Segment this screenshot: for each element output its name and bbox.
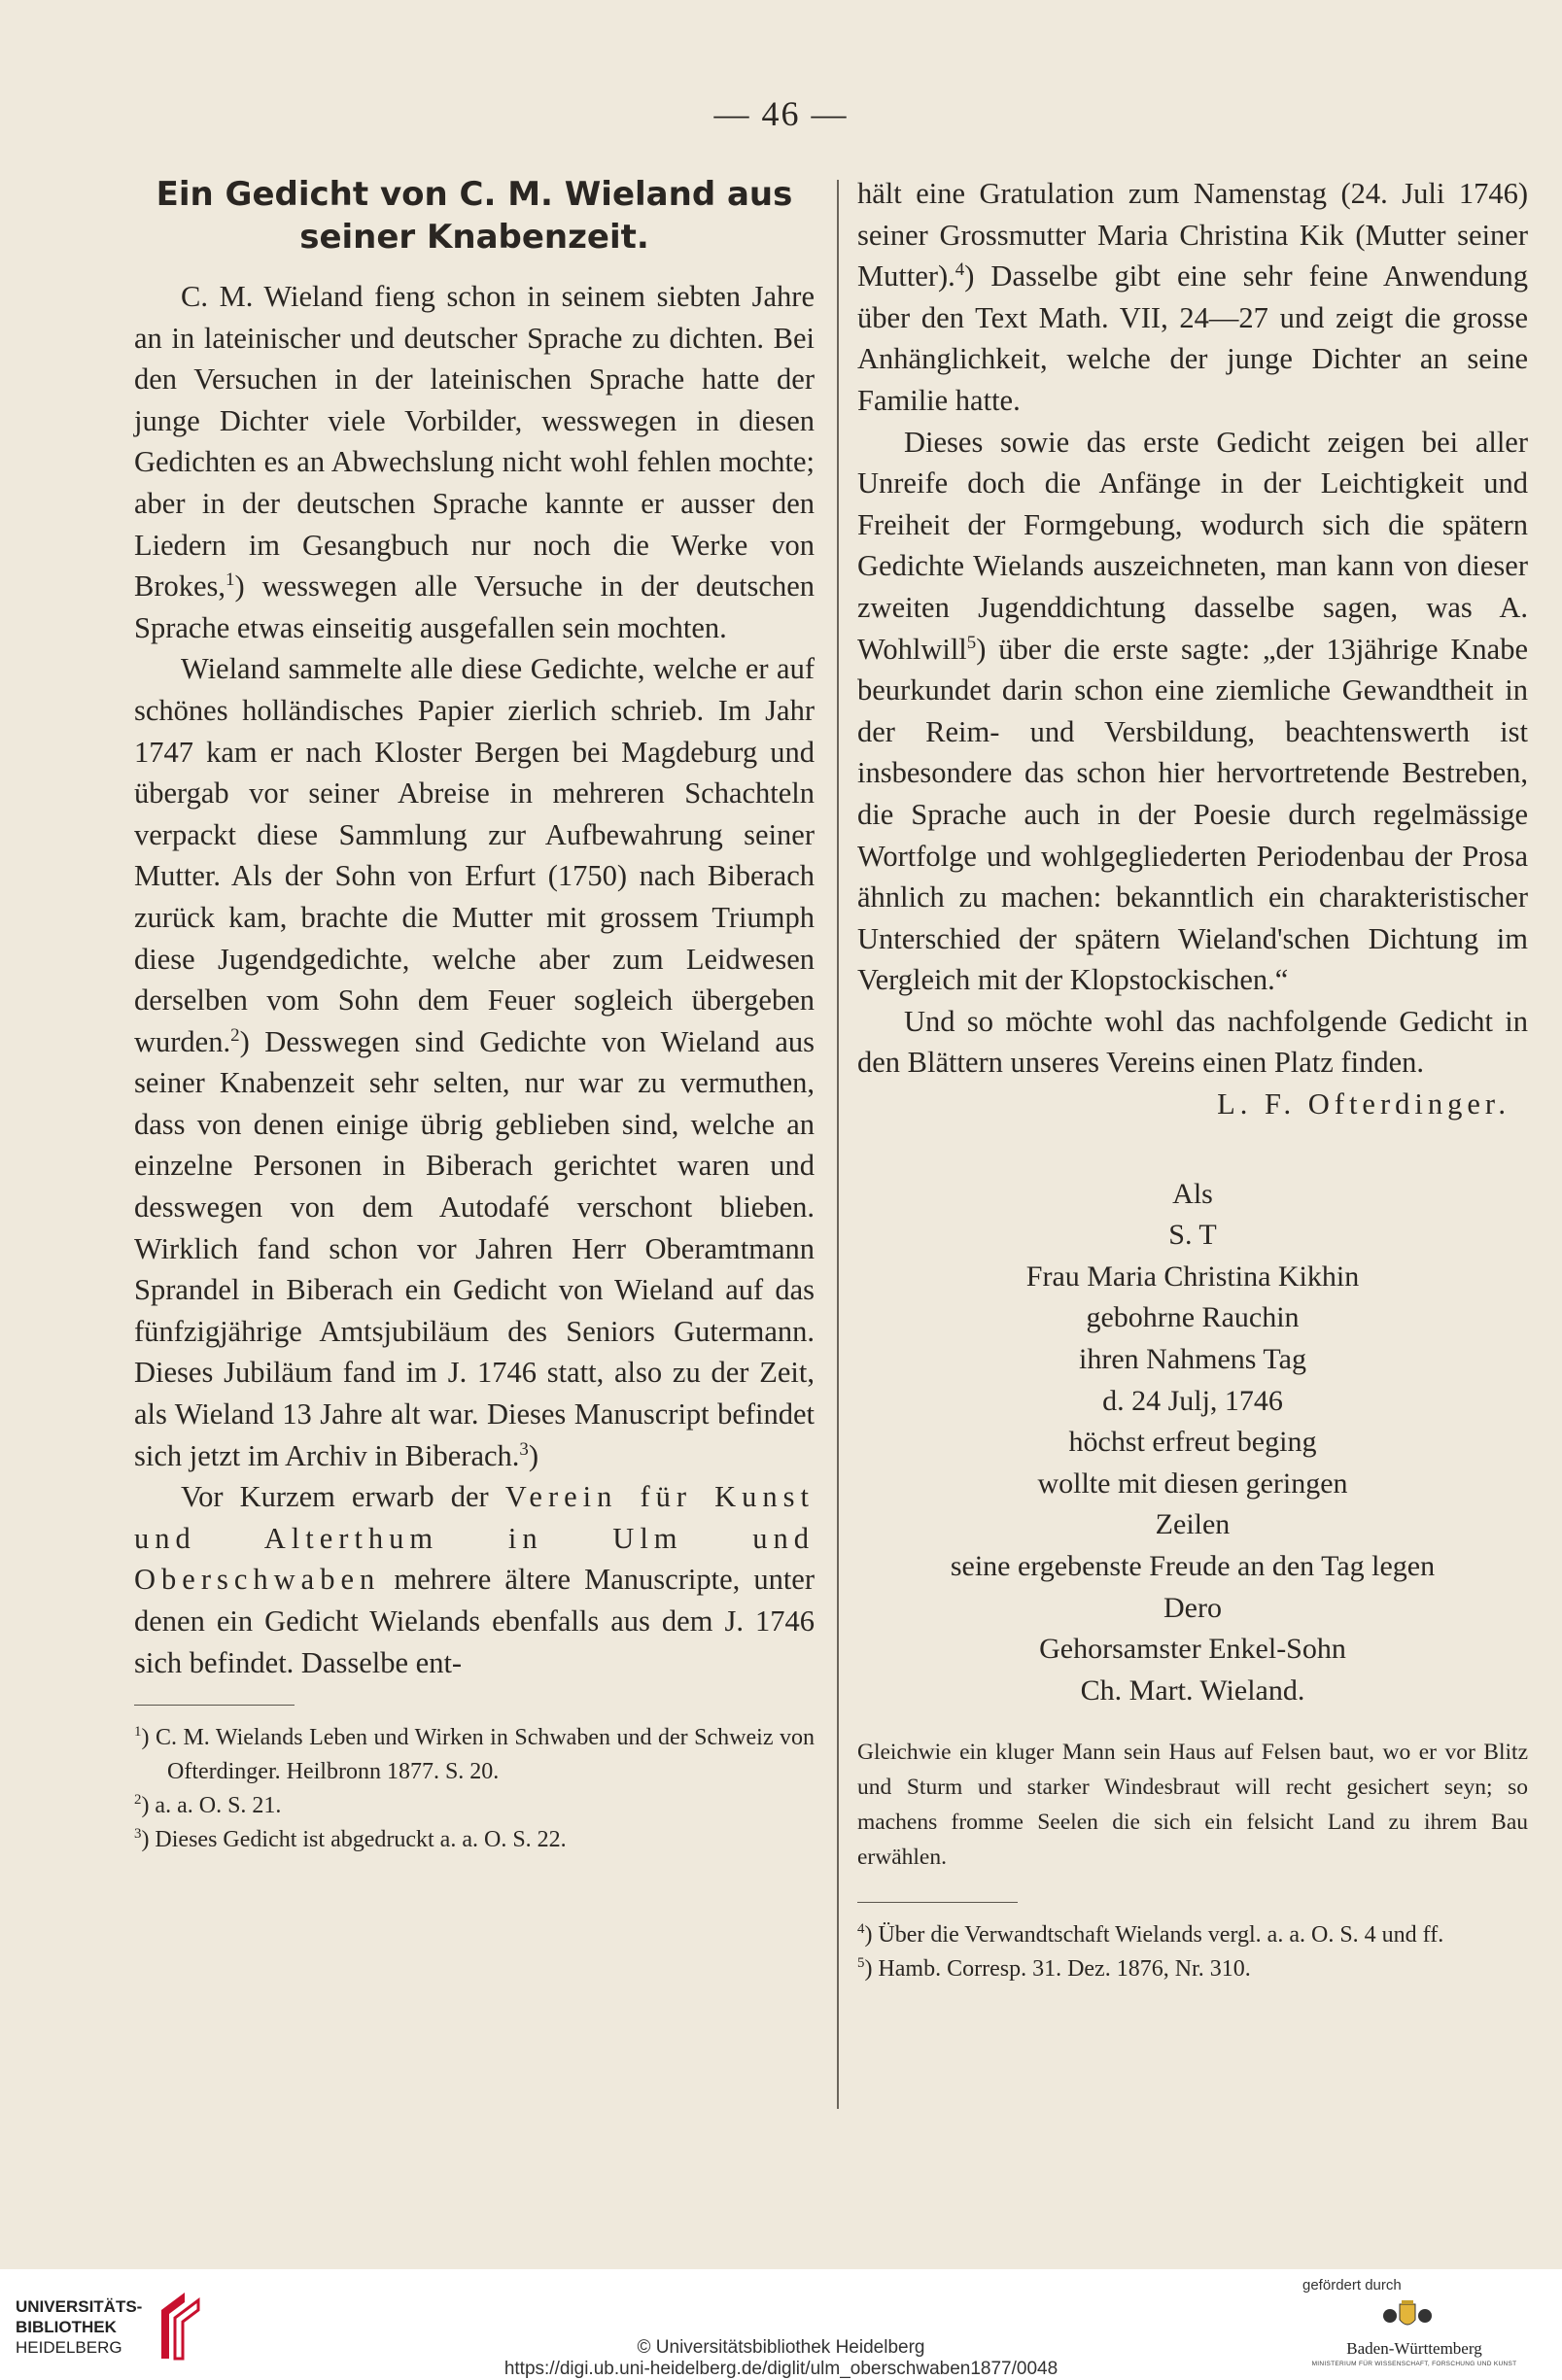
right-column <box>857 173 1528 1986</box>
footnote-4: $^4$) Über die Verwandtschaft Wielands vergl. a. a. O. S. 4 und ff. <box>857 1921 1444 1949</box>
poem-line: gebohrne Rauchin <box>1086 1301 1300 1334</box>
poem-verse: Gleichwie ein kluger Mann sein Haus auf Felsen baut, wo er vor Blitz und Sturm und starker Windesbraut will recht gesichert seyn; so machens fromme Seelen die sich ein felsicht Land zu ihrem Bau erwählen. <box>857 1740 1528 1871</box>
footnote-1: $^1$) C. M. Wielands Leben und Wirken in Schwaben und der Schweiz von Ofterdinger. Heilbronn 1877. S. 20. <box>134 1724 815 1785</box>
poem-line: wollte mit diesen geringen <box>1037 1466 1348 1500</box>
poem-line: höchst erfreut beging <box>1068 1426 1317 1459</box>
footnote-rule <box>857 1902 1018 1903</box>
poem-line: Frau Maria Christina Kikhin <box>1025 1259 1360 1293</box>
copyright-notice: © Universitätsbibliothek Heidelberg <box>637 2337 925 2358</box>
funded-by-label: gefördert durch <box>1302 2277 1402 2294</box>
footnote-3: $^3$) Dieses Gedicht ist abgedruckt a. a. O. S. 22. <box>134 1826 567 1853</box>
right-paragraph-3: Und so möchte wohl das nachfolgende Gedicht in den Blättern unseres Vereins einen Platz finden. <box>857 1004 1528 1080</box>
right-paragraph-2: Dieses sowie das erste Gedicht zeigen bei aller Unreife doch die Anfänge in der Leichtigkeit und Freiheit der Formgebung, wodurch sich die spätern Gedichte Wielands auszeichneten, man kann von dieser zweiten Jugenddichtung dasselbe sagen, was A. Wohlwill$^5$) über die erste sagte: „der 13jährige Knabe beurkundet darin schon eine ziemliche Gewandtheit in der Reim- und Versbildung, beachtenswerth ist insbesondere das schon hier hervortretende Bestreben, die Sprache auch in der Poesie durch regelmässige Wortfolge und wohlgegliederten Periodenbau der Prosa ähnlich zu machen: bekanntlich ein charakteristischer Unterschied der spätern Wieland'schen Dichtung im Vergleich mit der Klopstockischen.“ <box>857 425 1528 997</box>
poem-line: Als <box>1172 1177 1213 1210</box>
poem-line: d. 24 Julj, 1746 <box>1102 1384 1283 1417</box>
footnote-2: $^2$) a. a. O. S. 21. <box>134 1792 282 1819</box>
author-signature: L. F. Ofterdinger. <box>1217 1087 1510 1121</box>
funder-ministry: MINISTERIUM FÜR WISSENSCHAFT, FORSCHUNG UND KUNST <box>1311 2361 1517 2367</box>
footnote-ref-5[interactable]: 5 <box>966 632 977 653</box>
left-paragraph-1: C. M. Wieland fieng schon in seinem siebten Jahre an in lateinischer und deutscher Sprache zu dichten. Bei den Versuchen in der lateinischen Sprache hatte der junge Dichter viele Vorbilder, wesswegen in diesen Gedichten es an Abwechslung nicht wohl fehlen mochte; aber in der deutschen Sprache kannte er ausser den Liedern im Gesangbuch nur noch die Werke von Brokes,$^1$) wesswegen alle Versuche in der deutschen Sprache etwas einseitig ausgefallen sein mochten. <box>134 280 815 644</box>
footnote-ref-2[interactable]: 2 <box>230 1024 240 1046</box>
footnote-ref-1[interactable]: 1 <box>226 569 235 590</box>
poem-line: Dero <box>1163 1591 1222 1624</box>
page-number: — 46 — <box>713 94 849 133</box>
poem-line: Ch. Mart. Wieland. <box>1080 1673 1305 1707</box>
left-paragraph-2: Wieland sammelte alle diese Gedichte, welche er auf schönes holländisches Papier zierlich schrieb. Im Jahr 1747 kam er nach Kloster Bergen bei Magdeburg und übergab vor seiner Abreise in mehreren Schachteln verpackt diese Sammlung zur Aufbewahrung seiner Mutter. Als der Sohn von Erfurt (1750) nach Biberach zurück kam, brachte die Mutter mit grossem Triumph diese Jugendgedichte, welche aber zum Leidwesen derselben vom Sohn dem Feuer sogleich übergeben wurden.$^2$) Desswegen sind Gedichte von Wieland aus seiner Knabenzeit sehr selten, nur war zu vermuthen, dass von denen einige übrig geblieben sind, welche an einzelne Personen in Biberach gerichtet waren und desswegen von dem Autodafé verschont blieben. Wirklich fand schon vor Jahren Herr Oberamtmann Sprandel in Biberach ein Gedicht von Wieland auf das fünfzigjährige Amtsjubiläum des Seniors Gutermann. Dieses Jubiläum fand im J. 1746 statt, also zu der Zeit, als Wieland 13 Jahre alt war. Dieses Manuscript befindet sich jetzt im Archiv in Biberach.$^3$) <box>134 652 815 1472</box>
permalink[interactable]: https://digi.ub.uni-heidelberg.de/diglit/ulm_oberschwaben1877/0048 <box>503 2359 1059 2379</box>
footnote-ref-3[interactable]: 3 <box>519 1438 529 1460</box>
article-title: Ein Gedicht von C. M. Wieland aus seiner Knabenzeit. <box>156 175 793 257</box>
poem-line: S. T <box>1168 1219 1217 1252</box>
poem-line: Zeilen <box>1155 1508 1231 1541</box>
library-logo[interactable]: UNIVERSITÄTS- BIBLIOTHEK HEIDELBERG <box>16 2297 143 2357</box>
footnote-5: $^5$) Hamb. Corresp. 31. Dez. 1876, Nr. 310. <box>857 1955 1251 1983</box>
right-paragraph-1: hält eine Gratulation zum Namenstag (24. Juli 1746) seiner Grossmutter Maria Christina Kik (Mutter seiner Mutter).$^4$) Dasselbe gibt eine sehr feine Anwendung über den Text Math. VII, 24—27 und zeigt die grosse Anhänglichkeit, welche der junge Dichter an seine Familie hatte. <box>857 177 1528 417</box>
poem-line: ihren Nahmens Tag <box>1079 1343 1306 1376</box>
coat-of-arms-icon <box>1378 2298 1437 2335</box>
left-paragraph-3: Vor Kurzem erwarb der Verein für Kunst und Alterthum in Ulm und Oberschwaben mehrere ältere Manuscripte, unter denen ein Gedicht Wielands ebenfalls aus dem J. 1746 sich befindet. Dasselbe ent- <box>134 1480 816 1679</box>
footnote-rule <box>134 1705 295 1706</box>
footnote-ref-4[interactable]: 4 <box>955 259 965 281</box>
footer-bar <box>0 2269 1562 2380</box>
funder-name: Baden-Württemberg <box>1346 2339 1482 2358</box>
poem-dedication <box>857 1174 1528 1712</box>
society-name: Verein für Kunst und Alterthum in Ulm und Oberschwaben <box>134 1480 816 1597</box>
left-column <box>134 173 815 1857</box>
poem-line: seine ergebenste Freude an den Tag legen <box>950 1550 1436 1582</box>
column-divider <box>837 180 839 2109</box>
poem-line: Gehorsamster Enkel-Sohn <box>1039 1633 1346 1666</box>
